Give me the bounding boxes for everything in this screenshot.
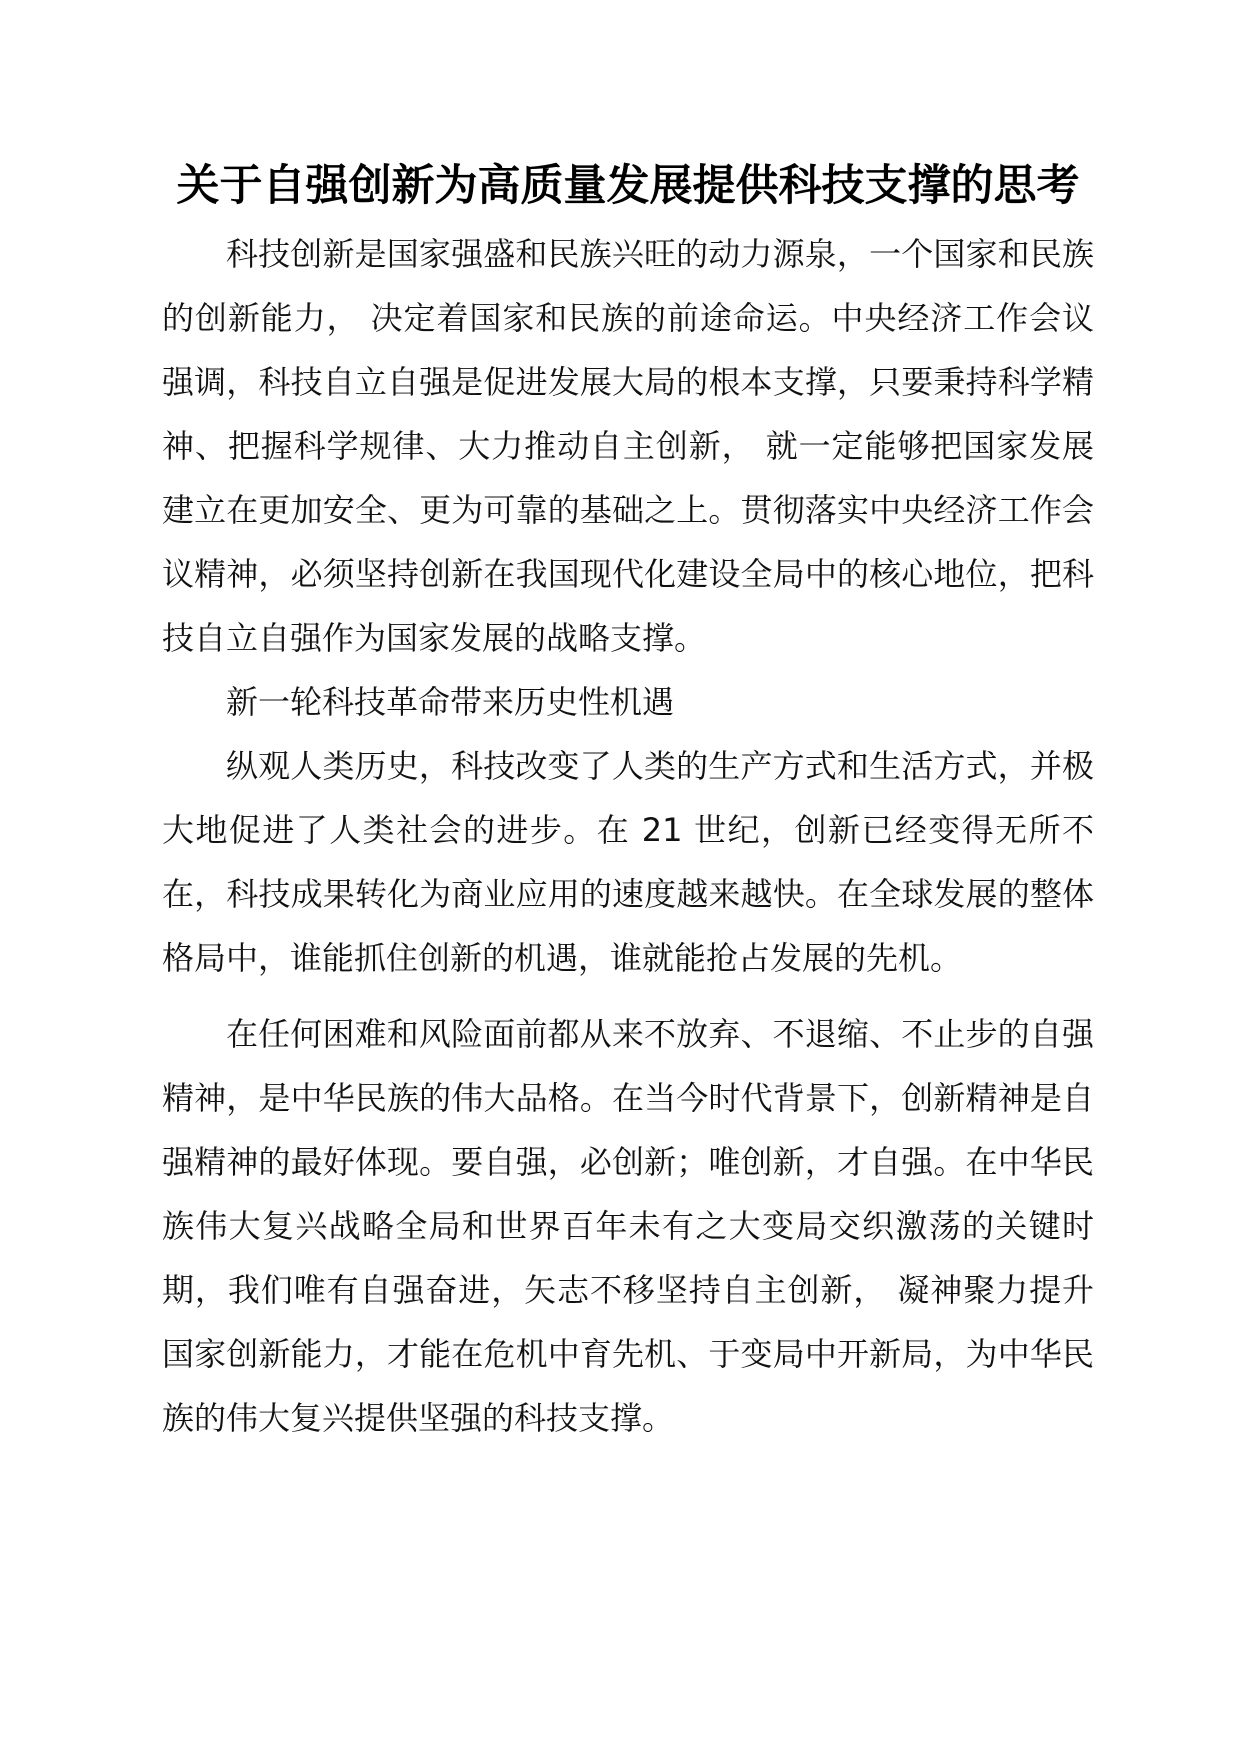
paragraph-history: 纵观人类历史，科技改变了人类的生产方式和生活方式，并极大地促进了人类社会的进步。在 21 世纪，创新已经变得无所不在，科技成果转化为商业应用的速度越来越快。在全球发展的整体格局中，谁能抓住创新的机遇，谁就能抢占发展的先机。: [162, 747, 1094, 977]
document-page: [162, 0, 1094, 1754]
paragraph-self-reliance: 在任何困难和风险面前都从来不放弃、不退缩、不止步的自强精神，是中华民族的伟大品格。在当今时代背景下，创新精神是自强精神的最好体现。要自强，必创新；唯创新，才自强。在中华民族伟大复兴战略全局和世界百年未有之大变局交织激荡的关键时期，我们唯有自强奋进，矢志不移坚持自主创新， 凝神聚力提升国家创新能力，才能在危机中育先机、于变局中开新局，为中华民族的伟大复兴提供坚强的科技支撑。: [162, 1015, 1094, 1437]
document-title: 关于自强创新为高质量发展提供科技支撑的思考: [176, 161, 1080, 211]
section-heading: 新一轮科技革命带来历史性机遇: [226, 683, 675, 721]
paragraph-intro: 科技创新是国家强盛和民族兴旺的动力源泉，一个国家和民族的创新能力， 决定着国家和民族的前途命运。中央经济工作会议强调，科技自立自强是促进发展大局的根本支撑，只要秉持科学精神、把握科学规律、大力推动自主创新， 就一定能够把国家发展建立在更加安全、更为可靠的基础之上。贯彻落实中央经济工作会议精神，必须坚持创新在我国现代化建设全局中的核心地位，把科技自立自强作为国家发展的战略支撑。: [162, 235, 1094, 657]
